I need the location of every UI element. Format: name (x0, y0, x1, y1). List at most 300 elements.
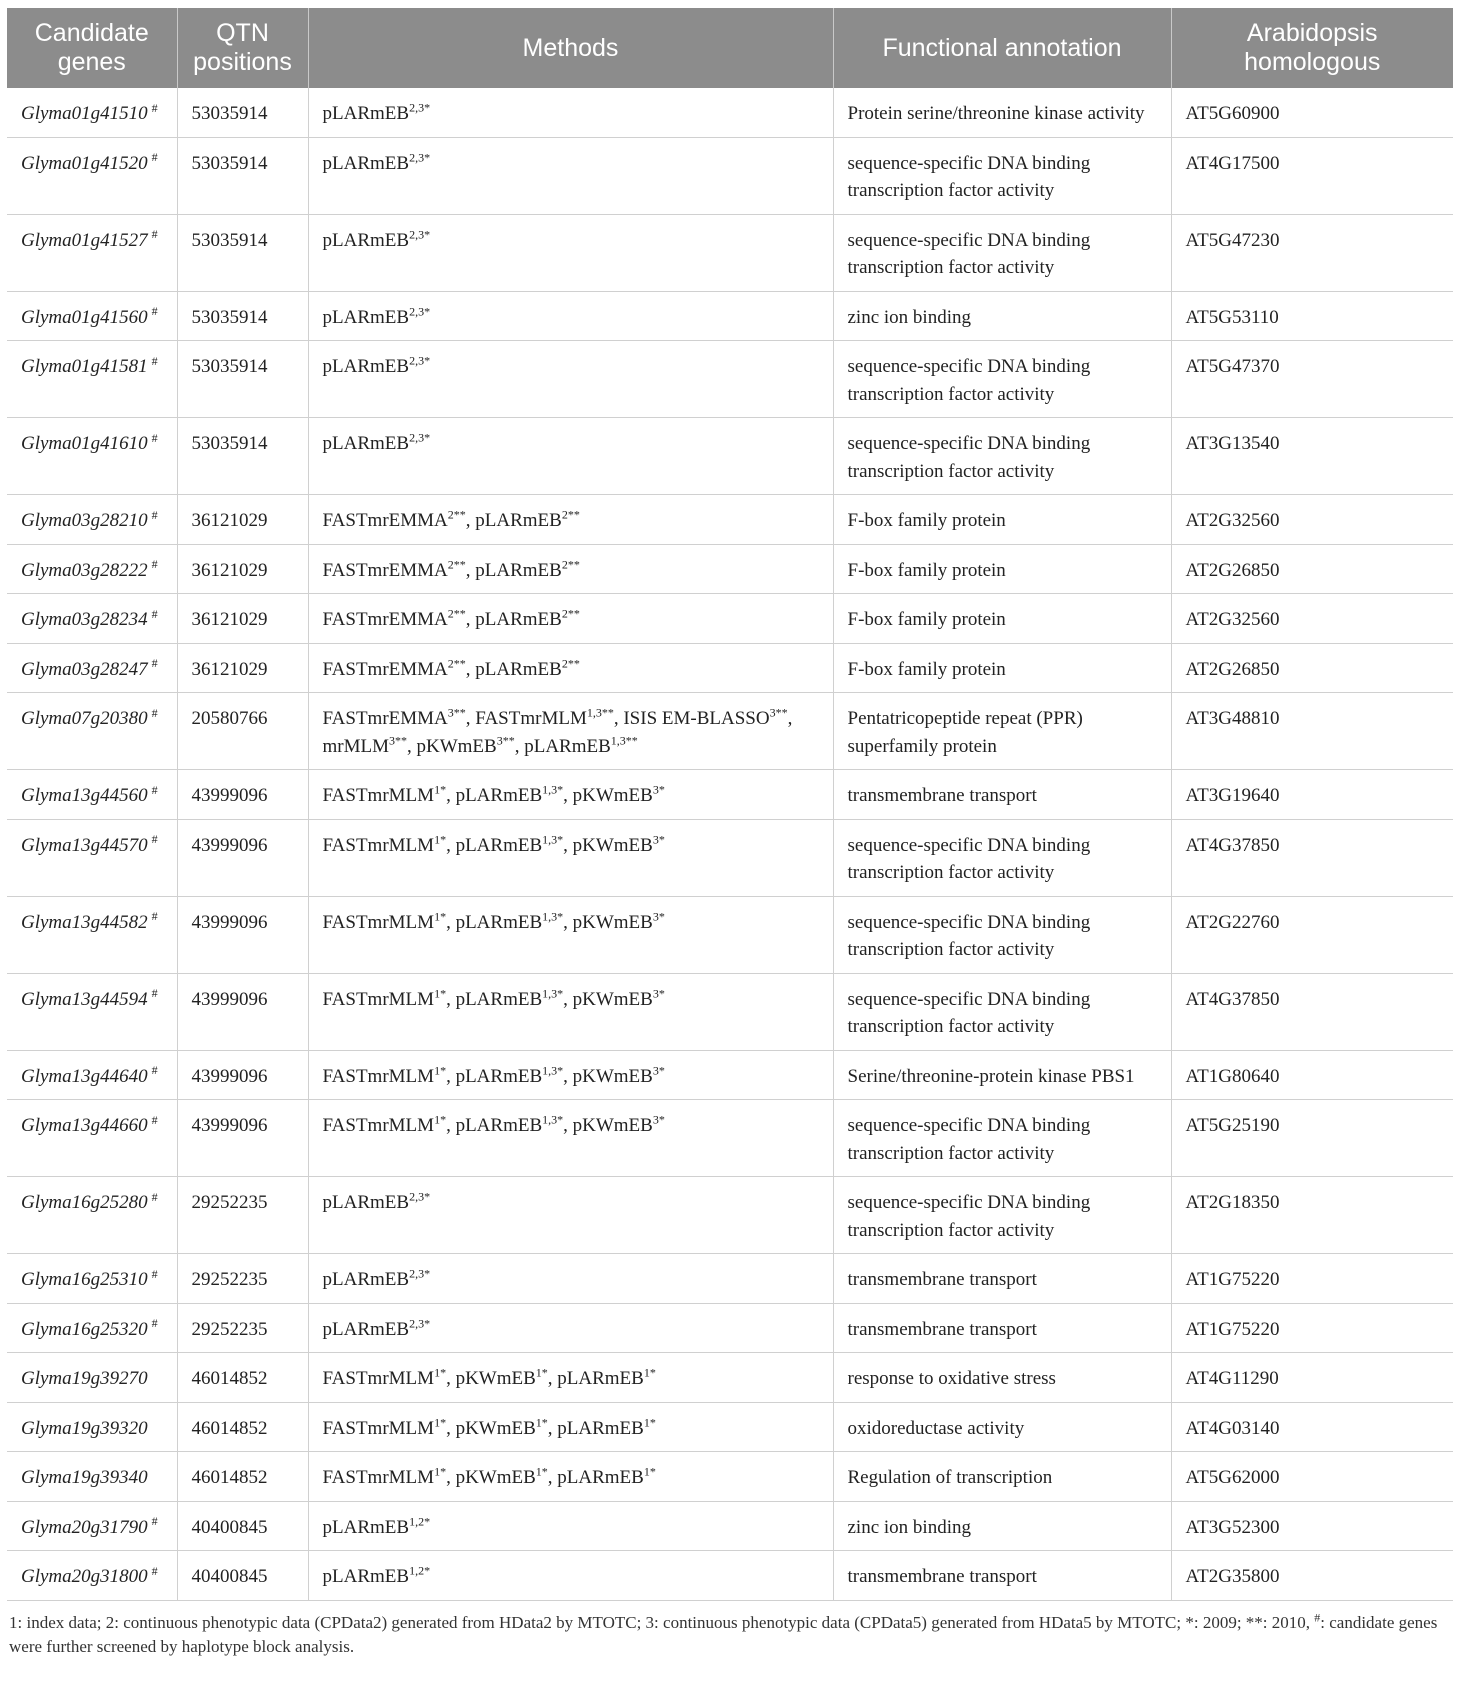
method-dataset-superscript: 3 (652, 986, 659, 1001)
method-year-marker: * (658, 986, 665, 1001)
method-name: pKWmEB (455, 1467, 536, 1488)
method-dataset-superscript: 1 (434, 986, 441, 1001)
gene-name: Glyma01g41520 (21, 152, 148, 174)
method-year-marker: * (424, 430, 431, 445)
method-year-marker: * (649, 1464, 656, 1479)
method-name: pLARmEB (557, 1467, 644, 1488)
cell-arabidopsis-homolog: AT5G53110 (1171, 291, 1453, 341)
gene-name: Glyma13g44640 (21, 1065, 148, 1087)
method-name: FASTmrEMMA (322, 559, 448, 581)
method-name: FASTmrMLM (322, 988, 435, 1010)
method-dataset-superscript: 1 (434, 1464, 441, 1479)
method-year-marker: ** (502, 733, 515, 748)
cell-candidate-gene (7, 291, 177, 341)
method-dataset-superscript: 1,3 (542, 782, 558, 797)
cell-qtn-position: 53035914 (177, 214, 308, 291)
haplotype-mark: # (151, 1316, 158, 1331)
method-year-marker: * (424, 150, 431, 165)
cell-qtn-position: 36121029 (177, 594, 308, 644)
haplotype-mark: # (151, 227, 158, 242)
method-name: FASTmrEMMA (322, 708, 448, 729)
gene-name: Glyma20g31800 (21, 1566, 148, 1587)
haplotype-mark: # (151, 1266, 158, 1281)
method-year-marker: ** (625, 733, 638, 748)
footnote-text-end: : candidate genes were further screened by haplotype block analysis. (9, 1612, 1438, 1656)
cell-candidate-gene (7, 418, 177, 495)
method-name: pLARmEB (475, 559, 562, 581)
method-name: FASTmrMLM (322, 1417, 435, 1439)
method-name: pLARmEB (475, 658, 562, 680)
cell-arabidopsis-homolog: AT1G75220 (1171, 1303, 1453, 1353)
method-dataset-superscript: 3 (496, 733, 503, 748)
method-dataset-superscript: 3 (447, 705, 454, 720)
method-dataset-superscript: 2 (447, 557, 454, 572)
cell-methods: FASTmrEMMA$^{2**}$, pLARmEB$^{2**}$ (308, 643, 833, 693)
method-year-marker: * (424, 1514, 431, 1529)
gene-name: Glyma01g41581 (21, 356, 148, 377)
method-name: pLARmEB (557, 1417, 644, 1439)
method-name: FASTmrMLM (322, 1065, 435, 1087)
method-dataset-superscript: 1 (643, 1365, 650, 1380)
method-dataset-superscript: 3 (652, 909, 659, 924)
method-name: pLARmEB (455, 988, 543, 1010)
method-year-marker: * (440, 1464, 447, 1479)
cell-methods (308, 214, 833, 291)
method-dataset-superscript: 1,3 (542, 986, 558, 1001)
cell-methods (308, 341, 833, 418)
method-dataset-superscript: 1,3 (542, 832, 558, 847)
method-name: pKWmEB (572, 1065, 653, 1087)
method-name: pLARmEB (455, 785, 543, 806)
method-name: pLARmEB (455, 834, 543, 856)
table-row (7, 819, 1453, 896)
method-name: FASTmrMLM (322, 834, 435, 856)
method-year-marker: * (424, 1266, 431, 1281)
table-row (7, 1254, 1453, 1304)
table-row (7, 1353, 1453, 1403)
cell-candidate-gene (7, 1452, 177, 1502)
method-year-marker: * (649, 1415, 656, 1430)
method-dataset-superscript: 2,3 (409, 100, 425, 115)
cell-methods (308, 1177, 833, 1254)
cell-arabidopsis-homolog: AT2G35800 (1171, 1551, 1453, 1601)
candidate-genes-table (7, 8, 1453, 1601)
method-year-marker: ** (453, 557, 466, 572)
cell-qtn-position: 36121029 (177, 643, 308, 693)
cell-qtn-position: 46014852 (177, 1402, 308, 1452)
cell-functional-annotation: sequence-specific DNA binding transcription factor activity (833, 1100, 1171, 1177)
method-year-marker: * (557, 909, 564, 924)
method-year-marker: * (541, 1415, 548, 1430)
cell-candidate-gene (7, 88, 177, 137)
method-name: FASTmrMLM (322, 911, 435, 933)
cell-methods (308, 1303, 833, 1353)
method-dataset-superscript: 3 (652, 782, 659, 797)
cell-functional-annotation: oxidoreductase activity (833, 1402, 1171, 1452)
method-name: FASTmrMLM (322, 1368, 435, 1389)
table-row (7, 341, 1453, 418)
method-dataset-superscript: 2 (561, 656, 568, 671)
cell-arabidopsis-homolog: AT4G03140 (1171, 1402, 1453, 1452)
method-year-marker: * (658, 909, 665, 924)
method-year-marker: ** (567, 557, 580, 572)
method-year-marker: * (557, 1112, 564, 1127)
method-year-marker: * (424, 304, 431, 319)
cell-arabidopsis-homolog: AT3G19640 (1171, 770, 1453, 820)
method-year-marker: * (440, 1112, 447, 1127)
table-row (7, 693, 1453, 770)
gene-name: Glyma03g28210 (21, 510, 148, 531)
gene-name: Glyma01g41610 (21, 433, 148, 454)
cell-candidate-gene (7, 1402, 177, 1452)
table-header (7, 8, 1453, 88)
method-name: pLARmEB (455, 1065, 543, 1087)
table-row (7, 643, 1453, 693)
method-year-marker: ** (453, 507, 466, 522)
footnote-text: 1: index data; 2: continuous phenotypic data (CPData2) generated from HData2 by MTOTC; 3: continuous phenotypic data (CPData5) generated from HData5 by MTOTC; *: 2009; **: 2010, (9, 1612, 1315, 1632)
method-dataset-superscript: 3 (652, 1112, 659, 1127)
method-dataset-superscript: 1,2 (409, 1563, 425, 1578)
method-year-marker: * (658, 782, 665, 797)
method-year-marker: * (440, 1415, 447, 1430)
haplotype-mark: # (151, 606, 158, 621)
table-row (7, 1501, 1453, 1551)
method-year-marker: ** (601, 705, 614, 720)
method-dataset-superscript: 2,3 (409, 430, 425, 445)
method-dataset-superscript: 1 (643, 1415, 650, 1430)
method-dataset-superscript: 2 (561, 606, 568, 621)
cell-arabidopsis-homolog: AT3G13540 (1171, 418, 1453, 495)
method-year-marker: * (557, 782, 564, 797)
cell-qtn-position: 53035914 (177, 88, 308, 137)
method-year-marker: ** (567, 507, 580, 522)
haplotype-mark: # (151, 304, 158, 319)
method-name: pLARmEB (475, 510, 562, 531)
cell-candidate-gene (7, 1303, 177, 1353)
cell-candidate-gene (7, 495, 177, 545)
cell-arabidopsis-homolog: AT1G80640 (1171, 1050, 1453, 1100)
method-dataset-superscript: 3 (652, 832, 659, 847)
haplotype-mark: # (151, 986, 158, 1001)
method-dataset-superscript: 1,3 (542, 1063, 558, 1078)
method-year-marker: * (658, 1112, 665, 1127)
cell-methods (308, 88, 833, 137)
method-dataset-superscript: 1,3 (542, 909, 558, 924)
cell-functional-annotation: zinc ion binding (833, 291, 1171, 341)
cell-arabidopsis-homolog: AT2G32560 (1171, 594, 1453, 644)
cell-methods: FASTmrEMMA$^{2**}$, pLARmEB$^{2**}$ (308, 594, 833, 644)
table-row (7, 1050, 1453, 1100)
cell-functional-annotation: Protein serine/threonine kinase activity (833, 88, 1171, 137)
table-row (7, 214, 1453, 291)
cell-qtn-position: 46014852 (177, 1452, 308, 1502)
gene-name: Glyma19g39270 (21, 1368, 148, 1389)
cell-qtn-position: 43999096 (177, 770, 308, 820)
haplotype-mark: # (151, 1112, 158, 1127)
method-dataset-superscript: 1 (643, 1464, 650, 1479)
method-year-marker: * (424, 353, 431, 368)
cell-functional-annotation: Regulation of transcription (833, 1452, 1171, 1502)
haplotype-mark: # (151, 100, 158, 115)
table-row (7, 770, 1453, 820)
method-name: pLARmEB (455, 911, 543, 933)
cell-methods: FASTmrMLM$^{1*}$, pKWmEB$^{1*}$, pLARmEB$^{1*}$ (308, 1452, 833, 1502)
gene-name: Glyma19g39340 (21, 1467, 148, 1488)
method-dataset-superscript: 1 (434, 909, 441, 924)
haplotype-mark: # (151, 1189, 158, 1204)
method-year-marker: * (424, 1316, 431, 1331)
haplotype-mark: # (151, 557, 158, 572)
table-body (7, 88, 1453, 1600)
cell-arabidopsis-homolog: AT2G26850 (1171, 544, 1453, 594)
method-name: pLARmEB (524, 735, 611, 757)
cell-functional-annotation: zinc ion binding (833, 1501, 1171, 1551)
cell-qtn-position: 29252235 (177, 1254, 308, 1304)
header-methods: Methods (308, 8, 833, 88)
cell-qtn-position: 43999096 (177, 896, 308, 973)
header-functional-annotation: Functional annotation (833, 8, 1171, 88)
method-dataset-superscript: 2,3 (409, 304, 425, 319)
header-candidate-genes: Candidate genes (7, 8, 177, 88)
method-name: pLARmEB (322, 229, 410, 251)
table-row (7, 973, 1453, 1050)
method-name: FASTmrEMMA (322, 510, 448, 531)
method-year-marker: * (557, 986, 564, 1001)
method-name: pKWmEB (572, 785, 653, 806)
method-dataset-superscript: 2,3 (409, 1316, 425, 1331)
cell-functional-annotation: F-box family protein (833, 544, 1171, 594)
gene-name: Glyma01g41527 (21, 229, 148, 251)
method-name: pKWmEB (572, 911, 653, 933)
cell-methods: FASTmrMLM$^{1*}$, pLARmEB$^{1,3*}$, pKWmEB$^{3*}$ (308, 819, 833, 896)
cell-arabidopsis-homolog: AT4G37850 (1171, 973, 1453, 1050)
cell-arabidopsis-homolog: AT3G48810 (1171, 693, 1453, 770)
cell-candidate-gene (7, 643, 177, 693)
cell-methods: FASTmrMLM$^{1*}$, pLARmEB$^{1,3*}$, pKWmEB$^{3*}$ (308, 973, 833, 1050)
cell-functional-annotation: transmembrane transport (833, 1254, 1171, 1304)
method-name: pLARmEB (322, 152, 410, 174)
cell-qtn-position: 29252235 (177, 1177, 308, 1254)
cell-qtn-position: 53035914 (177, 137, 308, 214)
method-name: pKWmEB (455, 1368, 536, 1389)
method-name: FASTmrMLM (322, 1115, 435, 1136)
cell-methods (308, 137, 833, 214)
method-dataset-superscript: 2,3 (409, 1189, 425, 1204)
method-name: pLARmEB (322, 1566, 410, 1587)
cell-functional-annotation: sequence-specific DNA binding transcription factor activity (833, 214, 1171, 291)
method-year-marker: ** (453, 656, 466, 671)
method-name: pLARmEB (322, 433, 410, 454)
cell-functional-annotation: sequence-specific DNA binding transcription factor activity (833, 973, 1171, 1050)
method-dataset-superscript: 2,3 (409, 1266, 425, 1281)
cell-functional-annotation: sequence-specific DNA binding transcription factor activity (833, 418, 1171, 495)
cell-methods (308, 418, 833, 495)
cell-candidate-gene (7, 770, 177, 820)
method-dataset-superscript: 1 (535, 1464, 542, 1479)
method-year-marker: ** (567, 656, 580, 671)
gene-name: Glyma13g44582 (21, 911, 148, 933)
method-name: pKWmEB (572, 988, 653, 1010)
cell-qtn-position: 40400845 (177, 1501, 308, 1551)
gene-name: Glyma16g25310 (21, 1269, 148, 1290)
haplotype-mark: # (151, 909, 158, 924)
cell-methods: FASTmrEMMA$^{2**}$, pLARmEB$^{2**}$ (308, 544, 833, 594)
cell-methods (308, 1551, 833, 1601)
method-dataset-superscript: 1,3 (542, 1112, 558, 1127)
method-dataset-superscript: 1 (434, 782, 441, 797)
cell-qtn-position: 43999096 (177, 819, 308, 896)
cell-candidate-gene (7, 1050, 177, 1100)
table-row (7, 1100, 1453, 1177)
cell-candidate-gene (7, 214, 177, 291)
cell-functional-annotation: transmembrane transport (833, 1303, 1171, 1353)
cell-qtn-position: 53035914 (177, 291, 308, 341)
table-row (7, 291, 1453, 341)
method-year-marker: * (440, 832, 447, 847)
method-year-marker: * (557, 1063, 564, 1078)
method-name: pLARmEB (322, 1192, 410, 1213)
method-dataset-superscript: 3 (652, 1063, 659, 1078)
method-dataset-superscript: 1 (535, 1365, 542, 1380)
haplotype-mark: # (151, 1514, 158, 1529)
method-dataset-superscript: 1 (434, 1112, 441, 1127)
method-name: pLARmEB (322, 306, 410, 328)
cell-methods: FASTmrEMMA$^{3**}$, FASTmrMLM$^{1,3**}$, ISIS $EM-BLASSO^{3**}$, mrMLM$^{3**}$, pKWmEB$^{3**}$, pLARmEB$^{1,3**}$ (308, 693, 833, 770)
cell-methods (308, 291, 833, 341)
method-year-marker: ** (453, 606, 466, 621)
cell-arabidopsis-homolog: AT4G11290 (1171, 1353, 1453, 1403)
method-name: pKWmEB (416, 735, 497, 757)
method-dataset-superscript: 2 (561, 507, 568, 522)
method-name: pKWmEB (572, 834, 653, 856)
gene-name: Glyma01g41560 (21, 306, 148, 328)
haplotype-mark: # (151, 1563, 158, 1578)
cell-qtn-position: 36121029 (177, 495, 308, 545)
gene-name: Glyma19g39320 (21, 1417, 148, 1439)
gene-name: Glyma01g41510 (21, 103, 148, 124)
method-name: pLARmEB (455, 1115, 543, 1136)
cell-candidate-gene (7, 896, 177, 973)
cell-methods: FASTmrMLM$^{1*}$, pLARmEB$^{1,3*}$, pKWmEB$^{3*}$ (308, 770, 833, 820)
method-name: pLARmEB (322, 1269, 410, 1290)
method-name: FASTmrMLM (475, 708, 587, 729)
table-row (7, 896, 1453, 973)
method-year-marker: * (541, 1365, 548, 1380)
cell-qtn-position: 43999096 (177, 973, 308, 1050)
cell-candidate-gene (7, 137, 177, 214)
gene-name: Glyma16g25280 (21, 1192, 148, 1213)
cell-qtn-position: 53035914 (177, 418, 308, 495)
method-year-marker: * (440, 986, 447, 1001)
method-year-marker: * (541, 1464, 548, 1479)
method-year-marker: * (440, 782, 447, 797)
cell-functional-annotation: F-box family protein (833, 643, 1171, 693)
cell-functional-annotation: F-box family protein (833, 495, 1171, 545)
method-name: FASTmrEMMA (322, 658, 448, 680)
footnote-mark: # (1314, 1609, 1321, 1624)
table-row (7, 1452, 1453, 1502)
cell-qtn-position: 53035914 (177, 341, 308, 418)
method-year-marker: ** (567, 606, 580, 621)
cell-candidate-gene (7, 1551, 177, 1601)
gene-name: Glyma16g25320 (21, 1318, 148, 1340)
method-year-marker: * (649, 1365, 656, 1380)
table-row (7, 88, 1453, 137)
method-name: pLARmEB (475, 609, 562, 630)
method-name: pLARmEB (322, 1516, 410, 1538)
table-row (7, 1551, 1453, 1601)
method-dataset-superscript: 1 (434, 832, 441, 847)
cell-arabidopsis-homolog: AT2G22760 (1171, 896, 1453, 973)
gene-name: Glyma13g44594 (21, 988, 148, 1010)
method-year-marker: ** (775, 705, 788, 720)
table-row (7, 594, 1453, 644)
table-row (7, 495, 1453, 545)
haplotype-mark: # (151, 1063, 158, 1078)
method-name: pLARmEB (322, 1318, 410, 1340)
method-dataset-superscript: 2 (561, 557, 568, 572)
haplotype-mark: # (151, 782, 158, 797)
header-qtn-positions: QTN positions (177, 8, 308, 88)
method-dataset-superscript: 2 (447, 656, 454, 671)
method-name: FASTmrEMMA (322, 609, 448, 630)
cell-functional-annotation: transmembrane transport (833, 770, 1171, 820)
cell-qtn-position: 29252235 (177, 1303, 308, 1353)
cell-functional-annotation: Pentatricopeptide repeat (PPR) superfamily protein (833, 693, 1171, 770)
method-dataset-superscript: 1 (434, 1365, 441, 1380)
gene-name: Glyma03g28247 (21, 658, 148, 680)
cell-candidate-gene (7, 1353, 177, 1403)
gene-name: Glyma13g44660 (21, 1115, 148, 1136)
method-name: FASTmrMLM (322, 785, 435, 806)
cell-functional-annotation: sequence-specific DNA binding transcription factor activity (833, 341, 1171, 418)
method-name: pKWmEB (455, 1417, 536, 1439)
method-name: FASTmrMLM (322, 1467, 435, 1488)
gene-name: Glyma13g44570 (21, 834, 148, 856)
cell-arabidopsis-homolog: AT2G18350 (1171, 1177, 1453, 1254)
cell-methods: FASTmrMLM$^{1*}$, pLARmEB$^{1,3*}$, pKWmEB$^{3*}$ (308, 1100, 833, 1177)
cell-qtn-position: 36121029 (177, 544, 308, 594)
cell-candidate-gene (7, 341, 177, 418)
cell-functional-annotation: sequence-specific DNA binding transcription factor activity (833, 137, 1171, 214)
haplotype-mark: # (151, 150, 158, 165)
cell-candidate-gene (7, 693, 177, 770)
method-dataset-superscript: 1 (434, 1415, 441, 1430)
table-footnote (7, 1611, 1453, 1659)
method-year-marker: * (557, 832, 564, 847)
cell-candidate-gene (7, 819, 177, 896)
cell-candidate-gene (7, 973, 177, 1050)
cell-methods: FASTmrMLM$^{1*}$, pKWmEB$^{1*}$, pLARmEB$^{1*}$ (308, 1353, 833, 1403)
gene-name: Glyma03g28234 (21, 609, 148, 630)
table-row (7, 1177, 1453, 1254)
cell-methods: FASTmrMLM$^{1*}$, pLARmEB$^{1,3*}$, pKWmEB$^{3*}$ (308, 1050, 833, 1100)
table-row (7, 418, 1453, 495)
cell-methods (308, 1501, 833, 1551)
cell-arabidopsis-homolog: AT5G47230 (1171, 214, 1453, 291)
cell-methods: FASTmrMLM$^{1*}$, pLARmEB$^{1,3*}$, pKWmEB$^{3*}$ (308, 896, 833, 973)
method-year-marker: * (440, 909, 447, 924)
cell-arabidopsis-homolog: AT5G47370 (1171, 341, 1453, 418)
cell-candidate-gene (7, 1177, 177, 1254)
method-year-marker: ** (453, 705, 466, 720)
cell-candidate-gene (7, 594, 177, 644)
method-year-marker: * (658, 1063, 665, 1078)
cell-candidate-gene (7, 544, 177, 594)
method-year-marker: * (424, 1563, 431, 1578)
cell-functional-annotation: sequence-specific DNA binding transcription factor activity (833, 896, 1171, 973)
cell-functional-annotation: response to oxidative stress (833, 1353, 1171, 1403)
